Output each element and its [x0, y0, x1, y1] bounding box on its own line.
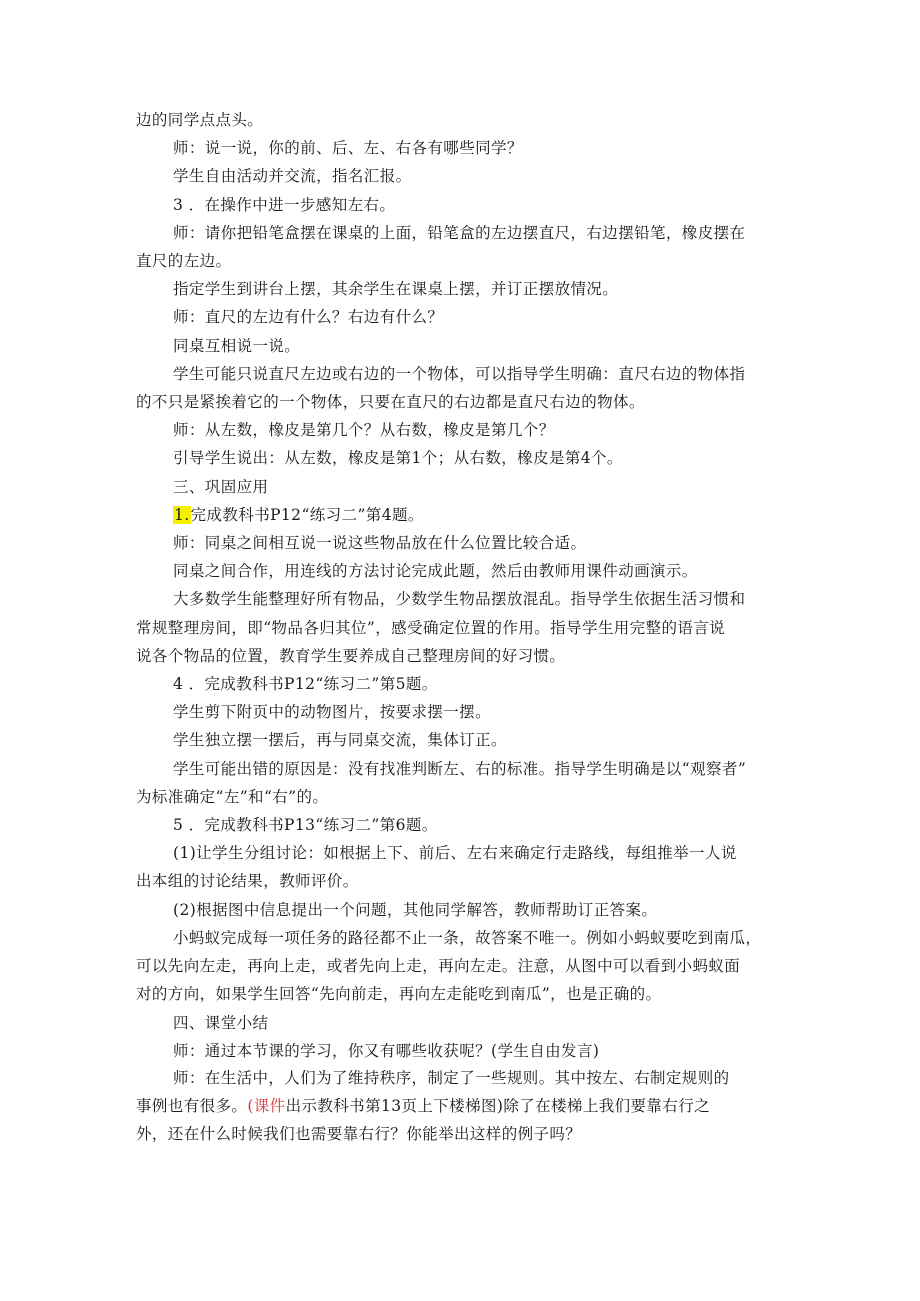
paragraph [136, 557, 786, 585]
paragraph [136, 191, 786, 219]
text-line: 师：通过本节课的学习，你又有哪些收获呢？(学生自由发言) [173, 1041, 600, 1060]
paragraph [136, 1009, 786, 1037]
paragraph [136, 303, 786, 331]
text-line: 学生独立摆一摆后，再与同桌交流，集体订正。 [173, 731, 507, 750]
text-line: 5 ．完成教科书P13“练习二”第6题。 [173, 816, 438, 835]
text-line: 同桌互相说一说。 [173, 336, 301, 355]
paragraph [136, 896, 786, 924]
paragraph [136, 924, 786, 1009]
paragraph [136, 444, 786, 472]
text-line: 学生可能出错的原因是：没有找准判断左、右的标准。指导学生明确是以“观察者” [173, 759, 747, 778]
text-line: 可以先向左走，再向上走，或者先向上走，再向左走。注意，从图中可以看到小蚂蚁面 [136, 957, 741, 976]
text-line: 三、巩固应用 [173, 477, 269, 496]
text-line: 学生剪下附页中的动物图片，按要求摆一摆。 [173, 703, 492, 722]
paragraph [136, 755, 786, 811]
text-line: 出本组的讨论结果，教师评价。 [136, 872, 359, 891]
highlighted-number: 1. [174, 505, 190, 524]
paragraph [136, 473, 786, 501]
text-segment: 完成教科书P12“练习二”第4题。 [190, 505, 424, 524]
text-line: 师：同桌之间相互说一说这些物品放在什么位置比较合适。 [173, 534, 587, 553]
text-line: 四、课堂小结 [173, 1013, 269, 1032]
text-line: 师：直尺的左边有什么？右边有什么？ [173, 308, 444, 327]
paragraph [136, 529, 786, 557]
text-line: 直尺的左边。 [136, 252, 232, 271]
text-segment: 事例也有很多。 [136, 1097, 248, 1116]
paragraph [136, 670, 786, 698]
paragraph [136, 332, 786, 360]
paragraph [136, 501, 786, 529]
text-line: 学生自由活动并交流，指名汇报。 [173, 167, 412, 186]
text-line: 指定学生到讲台上摆，其余学生在课桌上摆，并订正摆放情况。 [173, 280, 619, 299]
text-line: 小蚂蚁完成每一项任务的路径都不止一条，故答案不唯一。例如小蚂蚁要吃到南瓜， [173, 928, 762, 947]
courseware-note: (课件 [247, 1097, 286, 1116]
paragraph [136, 360, 786, 416]
paragraph [136, 416, 786, 444]
text-line: 师：在生活中，人们为了维持秩序，制定了一些规则。其中按左、右制定规则的 [173, 1069, 730, 1087]
text-line: 的不只是紧挨着它的一个物体，只要在直尺的右边都是直尺右边的物体。 [136, 393, 645, 412]
text-line: 3 ．在操作中进一步感知左右。 [173, 195, 396, 214]
paragraph [136, 134, 786, 162]
text-line: 师：请你把铅笔盒摆在课桌的上面，铅笔盒的左边摆直尺，右边摆铅笔，橡皮摆在 [173, 223, 746, 242]
paragraph [136, 275, 786, 303]
text-line: 边的同学点点头。 [136, 111, 264, 129]
text-line: 师：从左数，橡皮是第几个？从右数，橡皮是第几个？ [173, 421, 555, 440]
paragraph [136, 219, 786, 275]
text-line [136, 1092, 730, 1120]
text-line: 引导学生说出：从左数，橡皮是第1个；从右数，橡皮是第4个。 [173, 449, 623, 468]
text-line: 师：说一说，你的前、后、左、右各有哪些同学？ [173, 139, 523, 158]
text-line: 学生可能只说直尺左边或右边的一个物体，可以指导学生明确：直尺右边的物体指 [173, 364, 746, 383]
text-segment: 出示教科书第13页上下楼梯图)除了在楼梯上我们要靠右行之 [285, 1097, 711, 1116]
text-line: 常规整理房间，即“物品各归其位”，感受确定位置的作用。指导学生用完整的语言说 [136, 618, 726, 637]
paragraph [136, 162, 786, 190]
text-line [173, 501, 786, 529]
paragraph [136, 106, 786, 134]
text-line: 大多数学生能整理好所有物品，少数学生物品摆放混乱。指导学生依据生活习惯和 [173, 590, 746, 609]
text-line: 外，还在什么时候我们也需要靠右行？你能举出这样的例子吗？ [136, 1125, 582, 1144]
text-line: (2)根据图中信息提出一个问题，其他同学解答，教师帮助订正答案。 [173, 900, 658, 919]
text-line: 同桌之间合作，用连线的方法讨论完成此题，然后由教师用课件动画演示。 [173, 562, 698, 581]
text-line: (1)让学生分组讨论：如根据上下、前后、左右来确定行走路线，每组推举一人说 [173, 844, 737, 863]
text-line: 为标准确定“左”和“右”的。 [136, 787, 329, 806]
paragraph [136, 726, 786, 754]
paragraph [136, 1037, 786, 1065]
paragraph [136, 839, 786, 895]
text-line: 对的方向，如果学生回答“先向前走，再向左走能吃到南瓜”，也是正确的。 [136, 985, 662, 1004]
text-line: 说各个物品的位置，教育学生要养成自己整理房间的好习惯。 [136, 646, 566, 665]
paragraph [136, 811, 786, 839]
text-line: 4 ．完成教科书P12“练习二”第5题。 [173, 675, 438, 694]
paragraph [136, 585, 786, 670]
lesson-summary-paragraph [136, 1064, 730, 1149]
paragraph [136, 698, 786, 726]
lesson-plan-body [136, 106, 786, 1065]
